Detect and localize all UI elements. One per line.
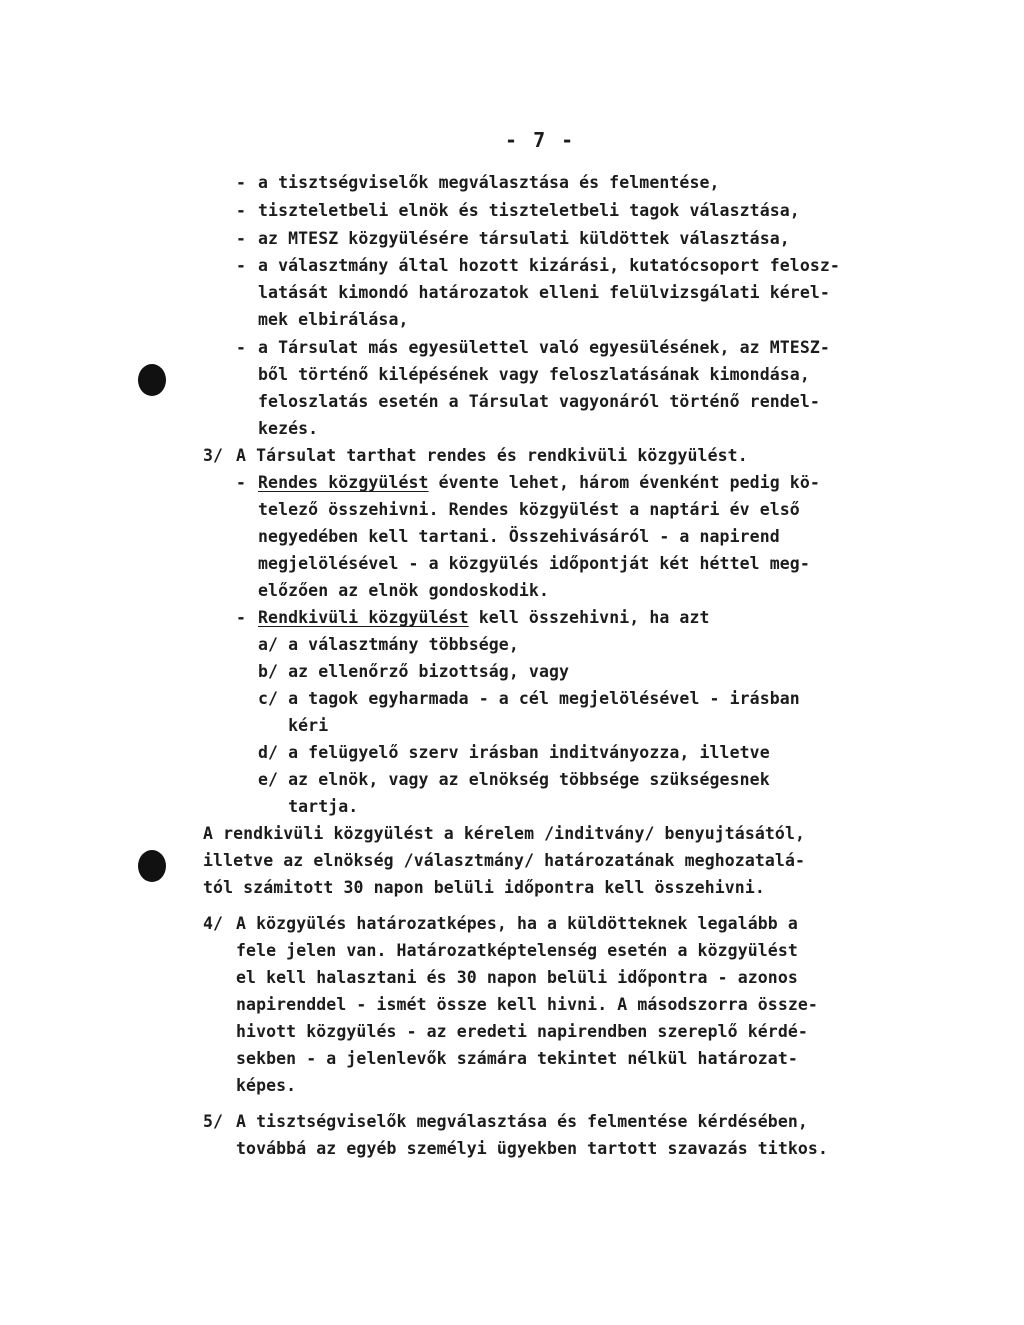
section4-text: képes.	[236, 1076, 297, 1095]
section4-text: A közgyülés határozatképes, ha a küldötteknek legalább a	[236, 914, 798, 933]
sub-item-cont: kéri	[258, 716, 329, 735]
section3-intro: A Társulat tarthat rendes és rendkivüli közgyülést.	[236, 446, 748, 465]
rendes-rest: évente lehet, három évenként pedig kö-	[428, 473, 820, 492]
sub-item: b/ az ellenőrző bizottság, vagy	[258, 662, 570, 681]
punch-hole-top	[138, 364, 166, 396]
rendkivuli-rest: kell összehivni, ha azt	[468, 608, 710, 627]
section4-text: fele jelen van. Határozatképtelenség esetén a közgyülést	[236, 941, 798, 960]
rendes-text: előzően az elnök gondoskodik.	[258, 581, 549, 600]
list-item-cont: feloszlatás esetén a Társulat vagyonáról történő rendel-	[258, 392, 820, 411]
item-dash: -	[236, 229, 246, 248]
section5-text: A tisztségviselők megválasztása és felmentése kérdésében,	[236, 1112, 808, 1131]
section3-closing: illetve az elnökség /választmány/ határozatának meghozatalá-	[203, 851, 806, 870]
rendes-text: telező összehivni. Rendes közgyülést a naptári év első	[258, 500, 800, 519]
sub-item: a/ a választmány többsége,	[258, 635, 519, 654]
section4-text: napirenddel - ismét össze kell hivni. A másodszorra össze-	[236, 995, 818, 1014]
section4-text: sekben - a jelenlevők számára tekintet nélkül határozat-	[236, 1049, 798, 1068]
list-item: a választmány által hozott kizárási, kutatócsoport felosz-	[258, 256, 840, 275]
item-dash: -	[236, 473, 246, 492]
sub-item: d/ a felügyelő szerv irásban inditványozza, illetve	[258, 743, 770, 762]
page-number: - 7 -	[505, 128, 576, 152]
rendes-line	[258, 473, 820, 493]
rendes-title: Rendes közgyülést	[258, 473, 429, 492]
list-item: tiszteletbeli elnök és tiszteletbeli tagok választása,	[258, 201, 800, 220]
list-item-cont: kezés.	[258, 419, 319, 438]
sub-item: c/ a tagok egyharmada - a cél megjelölésével - irásban	[258, 689, 800, 708]
section3-closing: A rendkivüli közgyülést a kérelem /inditvány/ benyujtásától,	[203, 824, 806, 843]
rendes-text: megjelölésével - a közgyülés időpontját két héttel meg-	[258, 554, 810, 573]
item-dash: -	[236, 173, 246, 192]
section3-number: 3/	[203, 446, 224, 465]
section4-text: el kell halasztani és 30 napon belüli időpontra - azonos	[236, 968, 798, 987]
rendkivuli-title: Rendkivüli közgyülést	[258, 608, 469, 627]
list-item: az MTESZ közgyülésére társulati küldöttek választása,	[258, 229, 790, 248]
section4-number: 4/	[203, 914, 224, 933]
list-item-cont: ből történő kilépésének vagy feloszlatásának kimondása,	[258, 365, 810, 384]
rendes-text: negyedében kell tartani. Összehivásáról - a napirend	[258, 527, 780, 546]
item-dash: -	[236, 608, 246, 627]
list-item: a tisztségviselők megválasztása és felmentése,	[258, 173, 720, 192]
section5-text: továbbá az egyéb személyi ügyekben tartott szavazás titkos.	[236, 1139, 828, 1158]
section3-closing: tól számitott 30 napon belüli időpontra kell összehivni.	[203, 878, 765, 897]
punch-hole-bottom	[138, 850, 166, 882]
list-item-cont: mek elbirálása,	[258, 310, 409, 329]
item-dash: -	[236, 256, 246, 275]
sub-item-cont: tartja.	[258, 797, 359, 816]
item-dash: -	[236, 338, 246, 357]
section4-text: hivott közgyülés - az eredeti napirendben szereplő kérdé-	[236, 1022, 808, 1041]
list-item-cont: latását kimondó határozatok elleni felülvizsgálati kérel-	[258, 283, 830, 302]
item-dash: -	[236, 201, 246, 220]
list-item: a Társulat más egyesülettel való egyesülésének, az MTESZ-	[258, 338, 830, 357]
rendkivuli-line	[258, 608, 710, 628]
sub-item: e/ az elnök, vagy az elnökség többsége szükségesnek	[258, 770, 770, 789]
section5-number: 5/	[203, 1112, 224, 1131]
